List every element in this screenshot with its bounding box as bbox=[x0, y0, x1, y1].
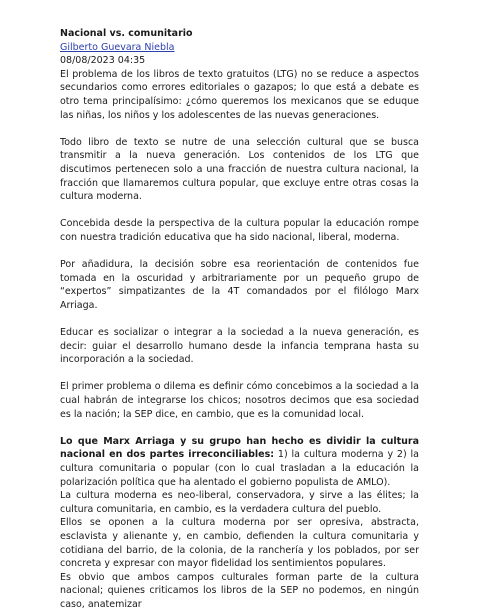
author-line bbox=[60, 41, 419, 55]
section-lead-rest: 1) la cultura moderna y 2) la cultura comunitaria o popular (con lo cual trasladan a la educación la polarización política que ha alentado el gobierno populista de AMLO). bbox=[60, 449, 419, 488]
section-paragraph-4: Es obvio que ambos campos culturales forman parte de la cultura nacional; quienes criticamos los libros de la SEP no podemos, en ningún caso, anatemizar bbox=[60, 571, 419, 610]
author-link[interactable]: Gilberto Guevara Niebla bbox=[60, 41, 175, 53]
paragraph-gap bbox=[60, 367, 419, 381]
section-paragraph-2: La cultura moderna es neo-liberal, conservadora, y sirve a las élites; la cultura comunitaria, en cambio, es la verdadera cultura del pueblo. bbox=[60, 490, 419, 515]
paragraph-1: El problema de los libros de texto gratuitos (LTG) no se reduce a aspectos secundarios como errores editoriales o gazapos; lo que está a debate es otro tema principalísimo: ¿cómo queremos los mexicanos que se eduque las niñas, los niños y los adolescentes de las nuevas generaciones. bbox=[60, 68, 419, 121]
section-bold-lead: Lo que Marx Arriaga y su grupo han hecho es dividir la cultura nacional en dos partes irreconciliables: bbox=[60, 435, 419, 461]
paragraph-4: Por añadidura, la decisión sobre esa reorientación de contenidos fue tomada en la oscuridad y arbitrariamente por un pequeño grupo de “expertos” simpatizantes de la 4T comandados por el filólogo Marx Arriaga. bbox=[60, 259, 419, 311]
paragraph-gap bbox=[60, 421, 419, 435]
article-title: Nacional vs. comunitario bbox=[60, 28, 193, 39]
paragraph-6: El primer problema o dilema es definir cómo concebimos a la sociedad a la cual habrán de integrarse los chicos; nosotros decimos que esa sociedad es la nación; la SEP dice, en cambio, que es la comunidad local. bbox=[60, 381, 419, 420]
paragraph-gap bbox=[60, 312, 419, 326]
publish-date: 08/08/2023 04:35 bbox=[60, 55, 146, 67]
section-lead-paragraph bbox=[60, 435, 419, 489]
paragraph-3: Concebida desde la perspectiva de la cultura popular la educación rompe con nuestra tradición educativa que ha sido nacional, liberal, moderna. bbox=[60, 218, 419, 243]
section-paragraph-3: Ellos se oponen a la cultura moderna por ser opresiva, abstracta, esclavista y alienante y, en cambio, defienden la cultura comunitaria y cotidiana del barrio, de la colonia, de la ranchería y los poblados, por ser concreta y expresar con mayor fidelidad los sentimientos populares. bbox=[60, 517, 419, 570]
paragraph-2: Todo libro de texto se nutre de una selección cultural que se busca transmitir a la nueva generación. Los contenidos de los LTG que discutimos pertenecen solo a una fracción de nuestra cultura nacional, la fracción que llamaremos cultura popular, que excluye entre otras cosas la cultura moderna. bbox=[60, 136, 419, 203]
paragraph-5: Educar es socializar o integrar a la sociedad a la nueva generación, es decir: guiar el desarrollo humano desde la infancia temprana hasta su incorporación a la sociedad. bbox=[60, 327, 419, 366]
paragraph-gap bbox=[60, 245, 419, 259]
paragraph-gap bbox=[60, 122, 419, 136]
paragraph-gap bbox=[60, 204, 419, 218]
